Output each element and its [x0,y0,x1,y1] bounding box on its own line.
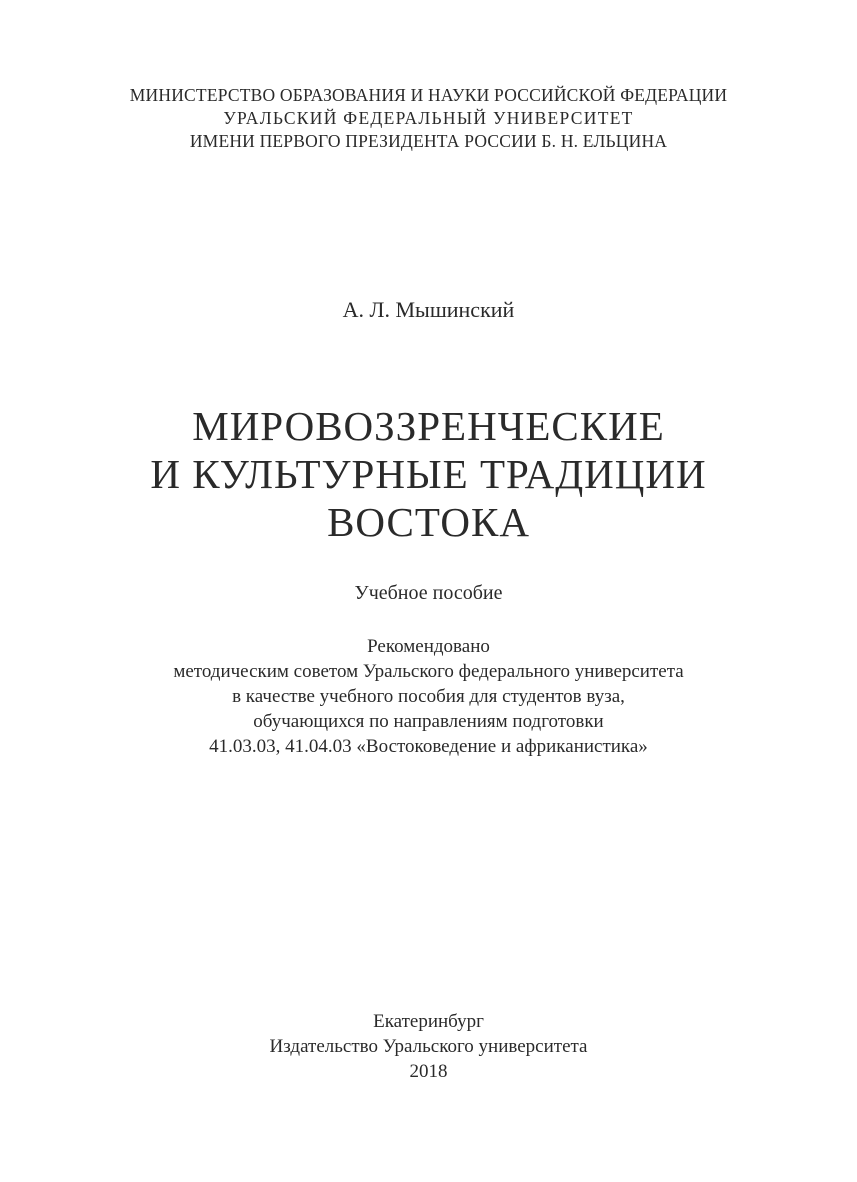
university-named-after: ИМЕНИ ПЕРВОГО ПРЕЗИДЕНТА РОССИИ Б. Н. ЕЛЬЦИНА [189,131,668,151]
book-title [0,402,857,546]
imprint-year: 2018 [409,1061,448,1082]
recommendation-line-2: методическим советом Уральского федерального университета [173,661,684,682]
recommendation-line-1: Рекомендовано [367,636,490,657]
recommendation-line-5: 41.03.03, 41.04.03 «Востоковедение и африканистика» [209,736,648,757]
recommendation-line-4: обучающихся по направлениям подготовки [253,711,604,732]
author-name: А. Л. Мышинский [342,297,515,322]
ministry-name: МИНИСТЕРСТВО ОБРАЗОВАНИЯ И НАУКИ РОССИЙСКОЙ ФЕДЕРАЦИИ [129,85,728,105]
imprint-city: Екатеринбург [373,1011,484,1032]
book-title-line-2: И КУЛЬТУРНЫЕ ТРАДИЦИИ [150,451,707,497]
recommendation-text [0,634,857,759]
publication-imprint [0,1009,857,1084]
book-subtitle: Учебное пособие [354,582,503,604]
university-name: УРАЛЬСКИЙ ФЕДЕРАЛЬНЫЙ УНИВЕРСИТЕТ [223,108,634,128]
imprint-publisher: Издательство Уральского университета [269,1036,588,1057]
book-title-line-3: ВОСТОКА [327,499,530,545]
recommendation-line-3: в качестве учебного пособия для студентов вуза, [232,686,625,707]
book-title-line-1: МИРОВОЗЗРЕНЧЕСКИЕ [192,403,665,449]
institution-header [0,84,857,153]
